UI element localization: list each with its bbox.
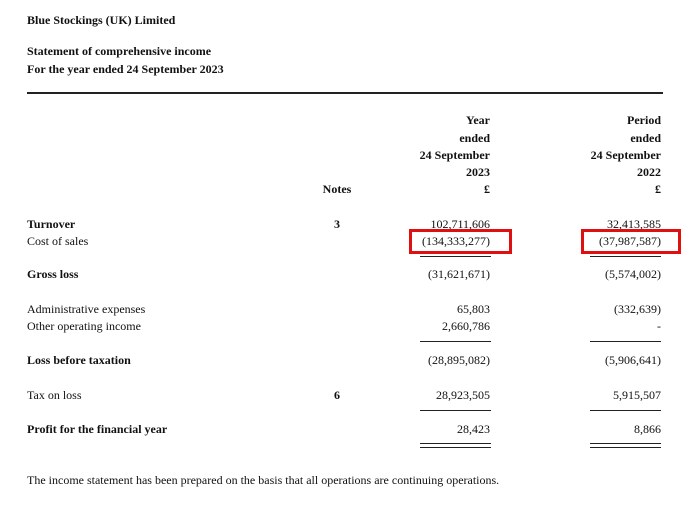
header-line: 24 September: [590, 148, 661, 162]
subtotal-rule: [420, 410, 491, 411]
notes-header: Notes: [322, 182, 352, 196]
current-value: (31,621,671): [428, 267, 490, 281]
current-value: 102,711,606: [430, 217, 490, 231]
subtotal-rule: [590, 341, 661, 342]
row-label: Other operating income: [27, 319, 141, 333]
row-note: 3: [334, 217, 340, 231]
header-line: Year: [466, 113, 490, 127]
header-line: 2022: [637, 165, 661, 179]
current-value: 28,423: [457, 422, 490, 436]
highlight-box-prior: [581, 229, 681, 254]
subtotal-rule: [420, 256, 491, 257]
prior-value: (5,906,641): [605, 353, 661, 367]
statement-title: Statement of comprehensive income: [27, 44, 212, 58]
company-name: Blue Stockings (UK) Limited: [27, 13, 176, 27]
prior-value: (332,639): [614, 302, 661, 316]
prior-value: 5,915,507: [613, 388, 661, 402]
row-label: Cost of sales: [27, 234, 89, 248]
prior-value: 32,413,585: [607, 217, 661, 231]
total-double-rule: [420, 447, 491, 448]
prior-value: 8,866: [634, 422, 661, 436]
current-value: 28,923,505: [436, 388, 490, 402]
header-rule: [27, 92, 663, 94]
current-value: 65,803: [457, 302, 490, 316]
currency-symbol: £: [484, 182, 490, 196]
prior-value: (37,987,587): [599, 234, 661, 248]
header-line: ended: [630, 131, 661, 145]
current-value: (28,895,082): [428, 353, 490, 367]
row-label: Tax on loss: [27, 388, 82, 402]
row-label: Turnover: [27, 217, 76, 231]
row-note: 6: [334, 388, 340, 402]
subtotal-rule: [590, 410, 661, 411]
total-double-rule: [590, 443, 661, 444]
prior-value: (5,574,002): [605, 267, 661, 281]
total-double-rule: [590, 447, 661, 448]
row-label: Administrative expenses: [27, 302, 146, 316]
subtotal-rule: [420, 341, 491, 342]
row-label: Loss before taxation: [27, 353, 131, 367]
total-double-rule: [420, 443, 491, 444]
header-line: 2023: [466, 165, 490, 179]
row-label: Profit for the financial year: [27, 422, 168, 436]
header-line: 24 September: [419, 148, 490, 162]
footnote: The income statement has been prepared on the basis that all operations are continuing operations.: [27, 473, 500, 487]
currency-symbol: £: [655, 182, 661, 196]
current-value: (134,333,277): [422, 234, 490, 248]
header-line: ended: [459, 131, 490, 145]
statement-period: For the year ended 24 September 2023: [27, 62, 224, 76]
row-label: Gross loss: [27, 267, 79, 281]
current-value: 2,660,786: [442, 319, 490, 333]
prior-value: -: [657, 319, 661, 333]
highlight-box-current: [409, 229, 512, 254]
subtotal-rule: [590, 256, 661, 257]
header-line: Period: [627, 113, 661, 127]
